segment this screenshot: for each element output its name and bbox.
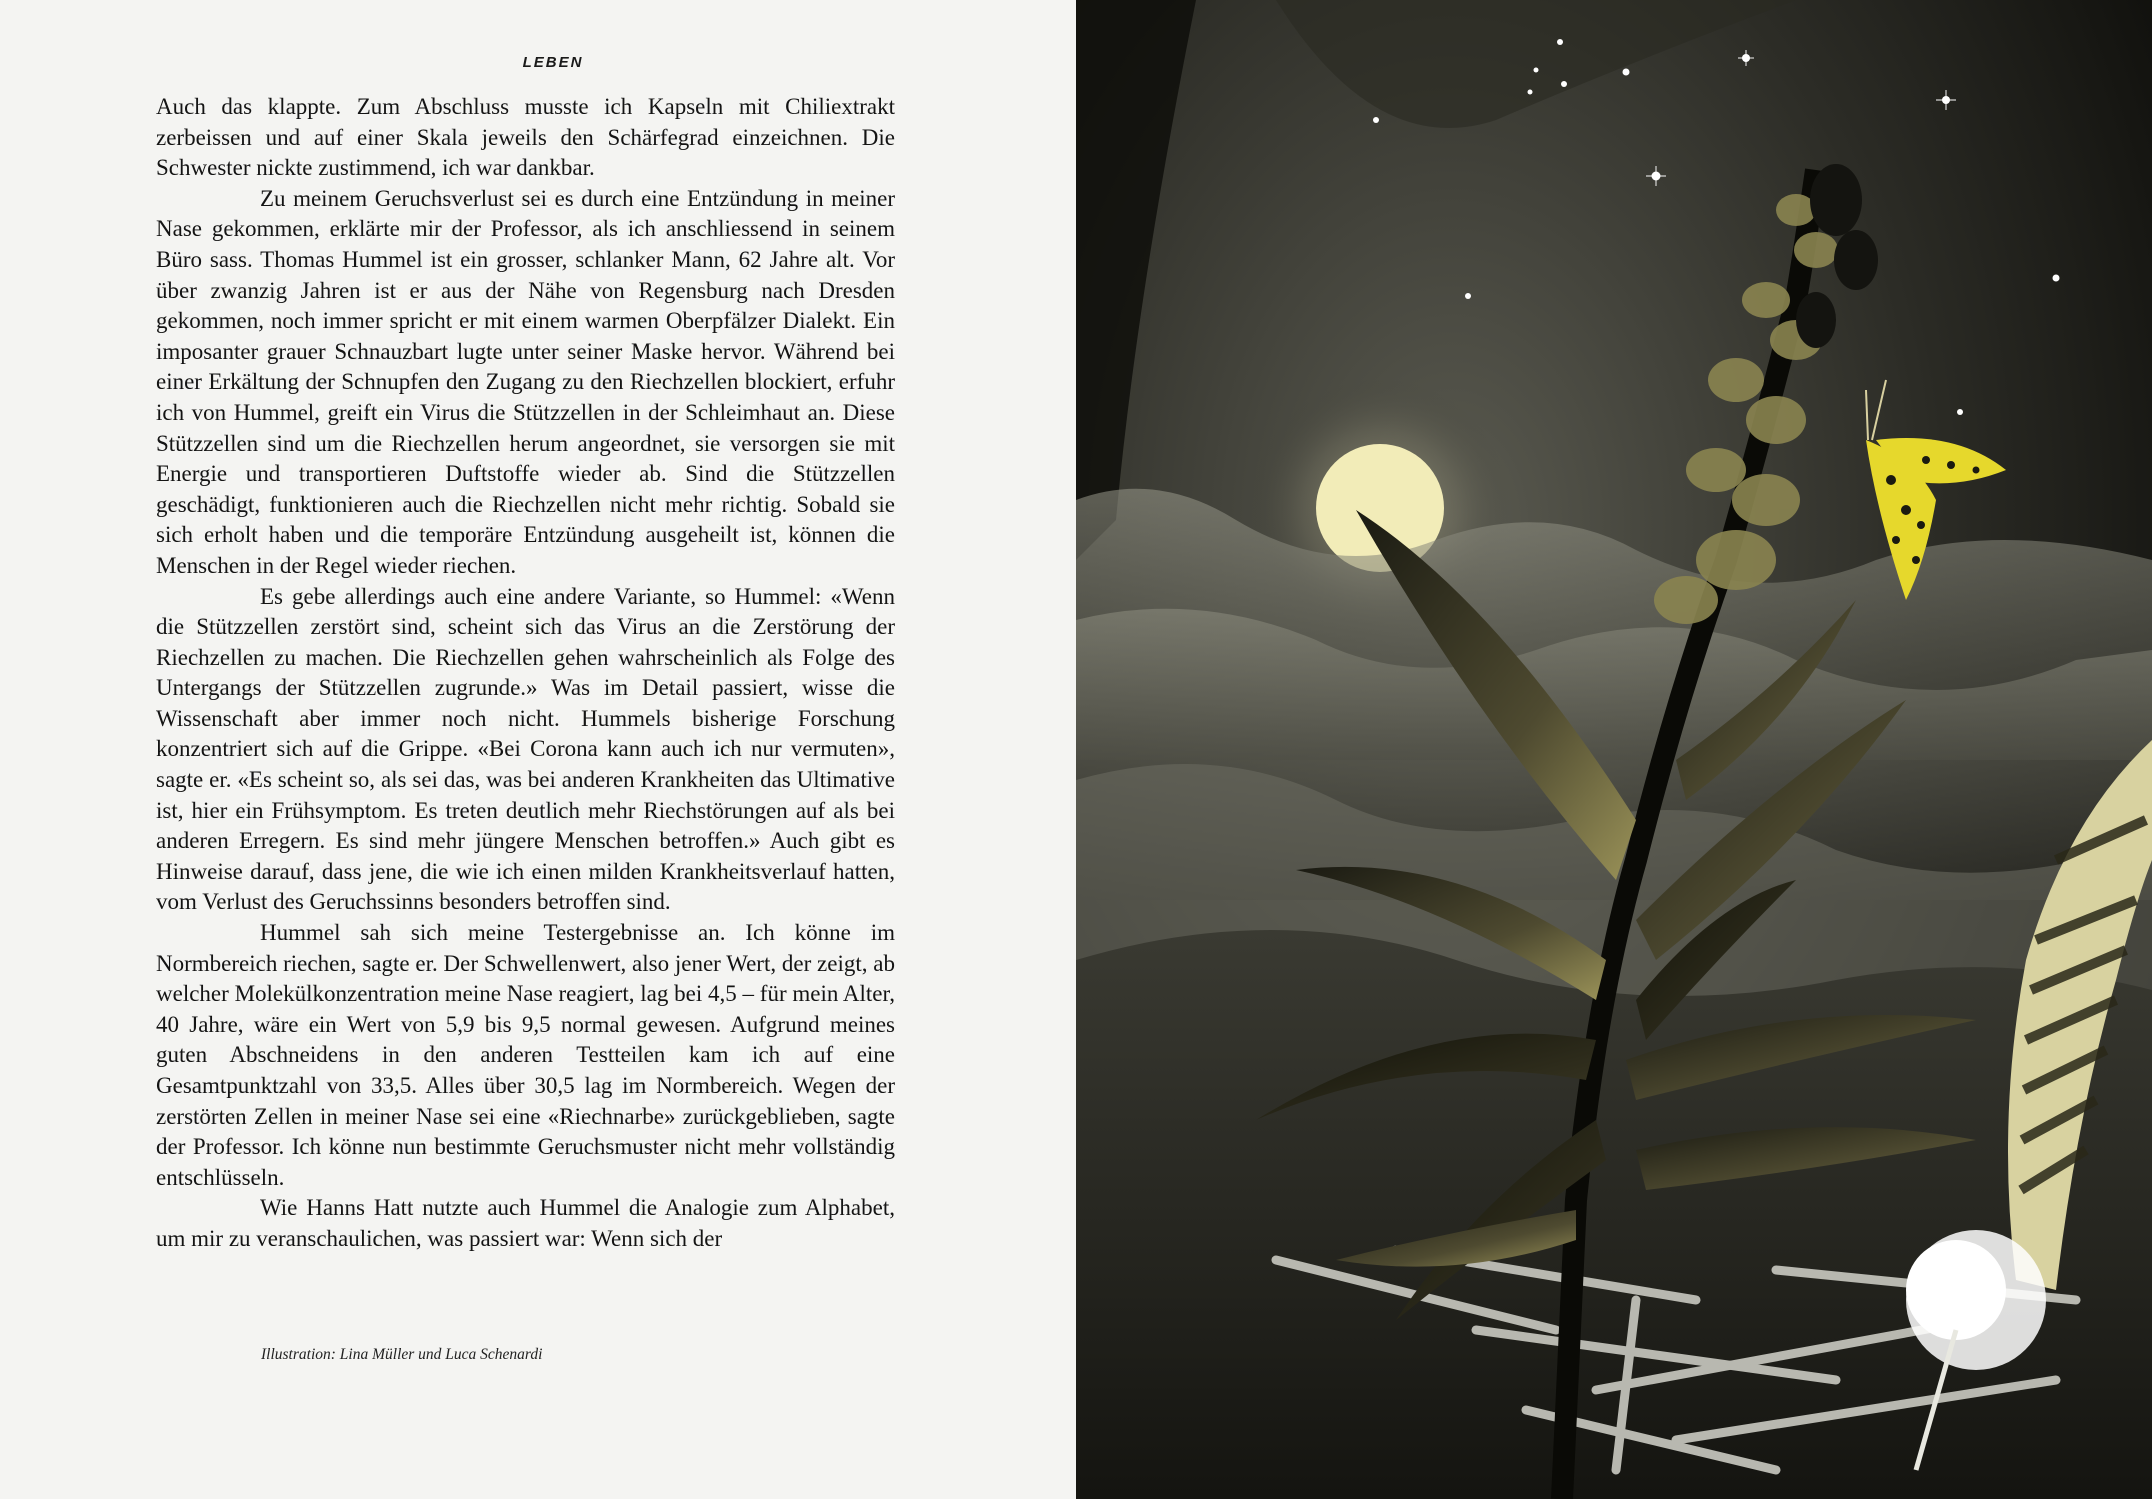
paragraph: Es gebe allerdings auch eine andere Variante, so Hummel: «Wenn die Stützzellen zerstört sind, scheint sich das Virus an die Zerstörung der Riechzellen zu machen. Die Riechzellen gehen wahrscheinlich als Folge des Untergangs der Stützzellen zugrunde.» Was im Detail passiert, wisse die Wissenschaft aber immer noch nicht. Hummels bisherige Forschung konzentriert sich auf die Grippe. «Bei Corona kann auch ich nur vermuten», sagte er. «Es scheint so, als sei das, was bei anderen Krankheiten das Ultimative ist, hier ein Frühsymptom. Es treten deutlich mehr Riechstörungen auf als bei anderen Erregern. Es sind mehr jüngere Menschen betroffen.» Auch gibt es Hinweise darauf, dass jene, die wie ich einen milden Krankheitsverlauf hatten, vom Verlust des Geruchssinns besonders betroffen sind. <box>156 583 895 915</box>
paragraph: Zu meinem Geruchsverlust sei es durch eine Entzündung in meiner Nase gekommen, erklärte mir der Professor, als ich anschliessend in seinem Büro sass. Thomas Hummel ist ein grosser, schlanker Mann, 62 Jahre alt. Vor über zwanzig Jahren ist er aus der Nähe von Regensburg nach Dresden gekommen, noch immer spricht er mit einem warmen Oberpfälzer Dialekt. Ein imposanter grauer Schnauzbart lugte unter seiner Maske hervor. Während bei einer Erkältung der Schnupfen den Zugang zu den Riechzellen blockiert, erfuhr ich von Hummel, greift ein Virus die Stützzellen in der Schleimhaut an. Diese Stützzellen sind um die Riechzellen herum angeordnet, sie versorgen sie mit Energie und transportieren Duftstoffe wieder ab. Sind die Stützzellen geschädigt, funktionieren auch die Riechzellen nicht mehr richtig. Sobald sie sich erholt haben und die temporäre Entzündung ausgeheilt ist, können die Menschen in der Regel wieder riechen. <box>156 185 895 578</box>
illustration <box>1076 0 2152 1499</box>
ground <box>1076 930 2152 1499</box>
paragraph: Hummel sah sich meine Testergebnisse an. Ich könne im Normbereich riechen, sagte er. Der Schwellenwert, also jener Wert, der zeigt, ab welcher Molekülkonzentration meine Nase reagiert, lag bei 4,5 – für mein Alter, 40 Jahre, wäre ein Wert von 5,9 bis 9,5 normal gewesen. Aufgrund meines guten Abschneidens in den anderen Testteilen kam ich auf eine Gesamtpunktzahl von 33,5. Alles über 30,5 lag im Normbereich. Wegen der zerstörten Zellen in meiner Nase sei eine «Riechnarbe» zurückgeblieben, sagte der Professor. Ich könne nun bestimmte Geruchsmuster nicht mehr vollständig entschlüsseln. <box>156 920 895 1190</box>
illustration-credit: Illustration: Lina Müller und Luca Schenardi <box>261 1346 543 1363</box>
night-plant-illustration <box>1076 0 2152 1499</box>
paragraph: Wie Hanns Hatt nutzte auch Hummel die Analogie zum Alphabet, um mir zu veranschaulichen, was passiert war: Wenn sich der <box>156 1195 895 1251</box>
running-head: LEBEN <box>522 54 584 71</box>
paragraph: Auch das klappte. Zum Abschluss musste ich Kapseln mit Chiliextrakt zerbeissen und auf einer Skala jeweils den Schärfegrad einzeichnen. Die Schwester nickte zustimmend, ich war dankbar. <box>156 94 895 181</box>
article-body <box>156 92 895 1255</box>
